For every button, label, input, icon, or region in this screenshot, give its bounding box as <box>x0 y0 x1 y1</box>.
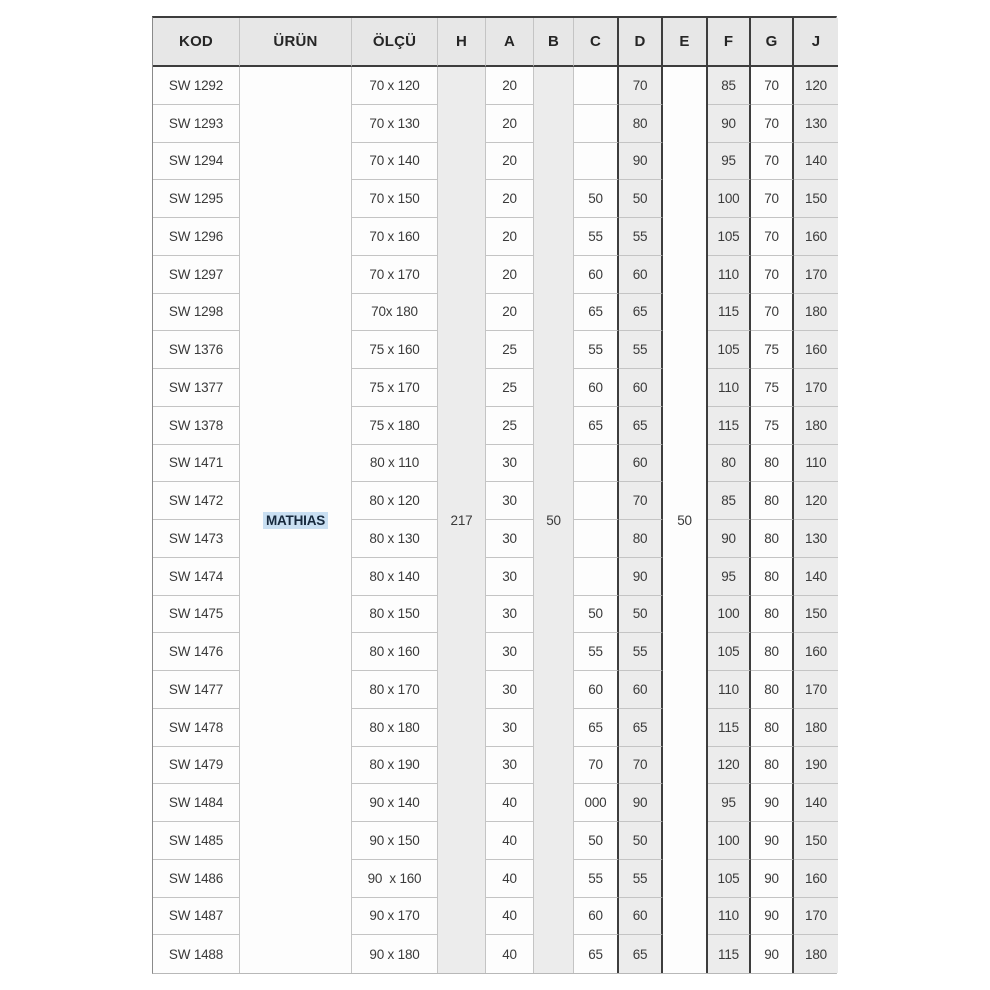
f-cell: 80 <box>708 445 751 483</box>
c-cell: 60 <box>574 256 619 294</box>
kod-cell: SW 1479 <box>153 747 240 785</box>
a-cell: 20 <box>486 67 534 105</box>
a-cell: 25 <box>486 407 534 445</box>
g-cell: 90 <box>751 898 794 936</box>
c-cell: 65 <box>574 407 619 445</box>
kod-cell: SW 1377 <box>153 369 240 407</box>
d-cell: 50 <box>619 180 663 218</box>
column-header-j: J <box>794 18 838 67</box>
olcu-cell: 75 x 170 <box>352 369 438 407</box>
f-cell: 110 <box>708 898 751 936</box>
olcu-cell: 90 x 140 <box>352 784 438 822</box>
f-cell: 115 <box>708 294 751 332</box>
g-cell: 90 <box>751 935 794 973</box>
j-cell: 190 <box>794 747 838 785</box>
c-cell: 65 <box>574 935 619 973</box>
c-cell: 60 <box>574 898 619 936</box>
f-cell: 95 <box>708 558 751 596</box>
g-cell: 80 <box>751 520 794 558</box>
a-cell: 30 <box>486 709 534 747</box>
j-cell: 160 <box>794 860 838 898</box>
a-cell: 40 <box>486 935 534 973</box>
d-cell: 50 <box>619 596 663 634</box>
j-cell: 150 <box>794 180 838 218</box>
f-cell: 120 <box>708 747 751 785</box>
c-cell: 50 <box>574 596 619 634</box>
j-cell: 180 <box>794 294 838 332</box>
a-cell: 20 <box>486 218 534 256</box>
olcu-cell: 90 x 160 <box>352 860 438 898</box>
a-cell: 30 <box>486 671 534 709</box>
kod-cell: SW 1298 <box>153 294 240 332</box>
c-cell <box>574 143 619 181</box>
d-cell: 55 <box>619 860 663 898</box>
e-merged-cell: 50 <box>663 67 708 973</box>
j-cell: 180 <box>794 935 838 973</box>
a-cell: 20 <box>486 294 534 332</box>
f-cell: 95 <box>708 143 751 181</box>
c-cell: 000 <box>574 784 619 822</box>
j-cell: 160 <box>794 633 838 671</box>
kod-cell: SW 1292 <box>153 67 240 105</box>
f-cell: 95 <box>708 784 751 822</box>
f-cell: 110 <box>708 369 751 407</box>
olcu-cell: 80 x 120 <box>352 482 438 520</box>
d-cell: 70 <box>619 67 663 105</box>
c-cell: 50 <box>574 822 619 860</box>
a-cell: 30 <box>486 445 534 483</box>
d-cell: 60 <box>619 671 663 709</box>
a-cell: 30 <box>486 596 534 634</box>
b-merged-cell: 50 <box>534 67 574 973</box>
a-cell: 20 <box>486 143 534 181</box>
olcu-cell: 75 x 160 <box>352 331 438 369</box>
column-header-g: G <box>751 18 794 67</box>
c-cell <box>574 445 619 483</box>
a-cell: 40 <box>486 860 534 898</box>
c-cell: 60 <box>574 671 619 709</box>
g-cell: 80 <box>751 633 794 671</box>
kod-cell: SW 1471 <box>153 445 240 483</box>
f-cell: 115 <box>708 709 751 747</box>
olcu-cell: 75 x 180 <box>352 407 438 445</box>
kod-cell: SW 1473 <box>153 520 240 558</box>
c-cell: 55 <box>574 860 619 898</box>
f-cell: 105 <box>708 860 751 898</box>
c-cell: 55 <box>574 218 619 256</box>
d-cell: 90 <box>619 143 663 181</box>
kod-cell: SW 1484 <box>153 784 240 822</box>
column-header-d: D <box>619 18 663 67</box>
kod-cell: SW 1294 <box>153 143 240 181</box>
kod-cell: SW 1486 <box>153 860 240 898</box>
g-cell: 80 <box>751 671 794 709</box>
f-cell: 85 <box>708 482 751 520</box>
column-header-b: B <box>534 18 574 67</box>
a-cell: 25 <box>486 331 534 369</box>
a-cell: 30 <box>486 482 534 520</box>
urun-merged-cell <box>240 67 352 973</box>
kod-cell: SW 1487 <box>153 898 240 936</box>
a-cell: 30 <box>486 747 534 785</box>
f-cell: 105 <box>708 633 751 671</box>
j-cell: 110 <box>794 445 838 483</box>
olcu-cell: 80 x 110 <box>352 445 438 483</box>
j-cell: 140 <box>794 558 838 596</box>
g-cell: 90 <box>751 860 794 898</box>
g-cell: 70 <box>751 218 794 256</box>
h-merged-cell: 217 <box>438 67 486 973</box>
g-cell: 90 <box>751 822 794 860</box>
a-cell: 40 <box>486 898 534 936</box>
g-cell: 75 <box>751 407 794 445</box>
c-cell <box>574 67 619 105</box>
kod-cell: SW 1477 <box>153 671 240 709</box>
c-cell: 65 <box>574 709 619 747</box>
j-cell: 170 <box>794 369 838 407</box>
c-cell: 55 <box>574 331 619 369</box>
kod-cell: SW 1485 <box>153 822 240 860</box>
d-cell: 60 <box>619 898 663 936</box>
g-cell: 70 <box>751 256 794 294</box>
d-cell: 65 <box>619 709 663 747</box>
olcu-cell: 80 x 150 <box>352 596 438 634</box>
a-cell: 30 <box>486 633 534 671</box>
olcu-cell: 90 x 170 <box>352 898 438 936</box>
f-cell: 90 <box>708 105 751 143</box>
f-cell: 105 <box>708 218 751 256</box>
j-cell: 150 <box>794 822 838 860</box>
f-cell: 115 <box>708 407 751 445</box>
g-cell: 70 <box>751 180 794 218</box>
g-cell: 80 <box>751 747 794 785</box>
g-cell: 80 <box>751 482 794 520</box>
j-cell: 160 <box>794 331 838 369</box>
g-cell: 70 <box>751 105 794 143</box>
d-cell: 65 <box>619 407 663 445</box>
olcu-cell: 80 x 170 <box>352 671 438 709</box>
g-cell: 80 <box>751 445 794 483</box>
j-cell: 170 <box>794 671 838 709</box>
d-cell: 60 <box>619 445 663 483</box>
f-cell: 110 <box>708 671 751 709</box>
a-cell: 40 <box>486 822 534 860</box>
kod-cell: SW 1476 <box>153 633 240 671</box>
d-cell: 60 <box>619 369 663 407</box>
olcu-cell: 70 x 120 <box>352 67 438 105</box>
g-cell: 80 <box>751 596 794 634</box>
kod-cell: SW 1378 <box>153 407 240 445</box>
g-cell: 70 <box>751 67 794 105</box>
g-cell: 80 <box>751 558 794 596</box>
a-cell: 30 <box>486 520 534 558</box>
f-cell: 105 <box>708 331 751 369</box>
column-header-c: C <box>574 18 619 67</box>
column-header-kod: KOD <box>153 18 240 67</box>
g-cell: 75 <box>751 331 794 369</box>
c-cell <box>574 520 619 558</box>
olcu-cell: 80 x 160 <box>352 633 438 671</box>
j-cell: 170 <box>794 898 838 936</box>
c-cell: 70 <box>574 747 619 785</box>
g-cell: 70 <box>751 143 794 181</box>
d-cell: 50 <box>619 822 663 860</box>
kod-cell: SW 1296 <box>153 218 240 256</box>
kod-cell: SW 1478 <box>153 709 240 747</box>
kod-cell: SW 1474 <box>153 558 240 596</box>
j-cell: 130 <box>794 105 838 143</box>
d-cell: 70 <box>619 747 663 785</box>
d-cell: 70 <box>619 482 663 520</box>
j-cell: 120 <box>794 482 838 520</box>
j-cell: 150 <box>794 596 838 634</box>
olcu-cell: 70 x 160 <box>352 218 438 256</box>
f-cell: 115 <box>708 935 751 973</box>
j-cell: 180 <box>794 407 838 445</box>
c-cell: 60 <box>574 369 619 407</box>
c-cell <box>574 482 619 520</box>
d-cell: 80 <box>619 520 663 558</box>
c-cell: 65 <box>574 294 619 332</box>
j-cell: 160 <box>794 218 838 256</box>
kod-cell: SW 1472 <box>153 482 240 520</box>
d-cell: 65 <box>619 935 663 973</box>
olcu-cell: 90 x 150 <box>352 822 438 860</box>
g-cell: 80 <box>751 709 794 747</box>
c-cell: 50 <box>574 180 619 218</box>
j-cell: 120 <box>794 67 838 105</box>
c-cell <box>574 105 619 143</box>
kod-cell: SW 1293 <box>153 105 240 143</box>
column-header-olcu: ÖLÇÜ <box>352 18 438 67</box>
olcu-cell: 80 x 190 <box>352 747 438 785</box>
olcu-cell: 80 x 130 <box>352 520 438 558</box>
column-header-a: A <box>486 18 534 67</box>
c-cell <box>574 558 619 596</box>
d-cell: 65 <box>619 294 663 332</box>
g-cell: 90 <box>751 784 794 822</box>
f-cell: 100 <box>708 822 751 860</box>
d-cell: 60 <box>619 256 663 294</box>
a-cell: 30 <box>486 558 534 596</box>
f-cell: 110 <box>708 256 751 294</box>
j-cell: 130 <box>794 520 838 558</box>
olcu-cell: 70x 180 <box>352 294 438 332</box>
kod-cell: SW 1295 <box>153 180 240 218</box>
j-cell: 140 <box>794 143 838 181</box>
a-cell: 20 <box>486 180 534 218</box>
f-cell: 85 <box>708 67 751 105</box>
column-header-h: H <box>438 18 486 67</box>
olcu-cell: 70 x 150 <box>352 180 438 218</box>
size-table <box>152 16 837 974</box>
olcu-cell: 90 x 180 <box>352 935 438 973</box>
j-cell: 170 <box>794 256 838 294</box>
column-header-f: F <box>708 18 751 67</box>
olcu-cell: 70 x 140 <box>352 143 438 181</box>
column-header-urun: ÜRÜN <box>240 18 352 67</box>
olcu-cell: 70 x 170 <box>352 256 438 294</box>
product-name-highlight: MATHIAS <box>263 512 328 529</box>
g-cell: 75 <box>751 369 794 407</box>
olcu-cell: 80 x 180 <box>352 709 438 747</box>
f-cell: 90 <box>708 520 751 558</box>
kod-cell: SW 1488 <box>153 935 240 973</box>
a-cell: 20 <box>486 256 534 294</box>
kod-cell: SW 1376 <box>153 331 240 369</box>
d-cell: 80 <box>619 105 663 143</box>
olcu-cell: 80 x 140 <box>352 558 438 596</box>
d-cell: 90 <box>619 784 663 822</box>
d-cell: 90 <box>619 558 663 596</box>
f-cell: 100 <box>708 180 751 218</box>
column-header-e: E <box>663 18 708 67</box>
d-cell: 55 <box>619 633 663 671</box>
j-cell: 180 <box>794 709 838 747</box>
a-cell: 25 <box>486 369 534 407</box>
a-cell: 20 <box>486 105 534 143</box>
f-cell: 100 <box>708 596 751 634</box>
olcu-cell: 70 x 130 <box>352 105 438 143</box>
a-cell: 40 <box>486 784 534 822</box>
d-cell: 55 <box>619 331 663 369</box>
g-cell: 70 <box>751 294 794 332</box>
j-cell: 140 <box>794 784 838 822</box>
d-cell: 55 <box>619 218 663 256</box>
kod-cell: SW 1297 <box>153 256 240 294</box>
c-cell: 55 <box>574 633 619 671</box>
kod-cell: SW 1475 <box>153 596 240 634</box>
